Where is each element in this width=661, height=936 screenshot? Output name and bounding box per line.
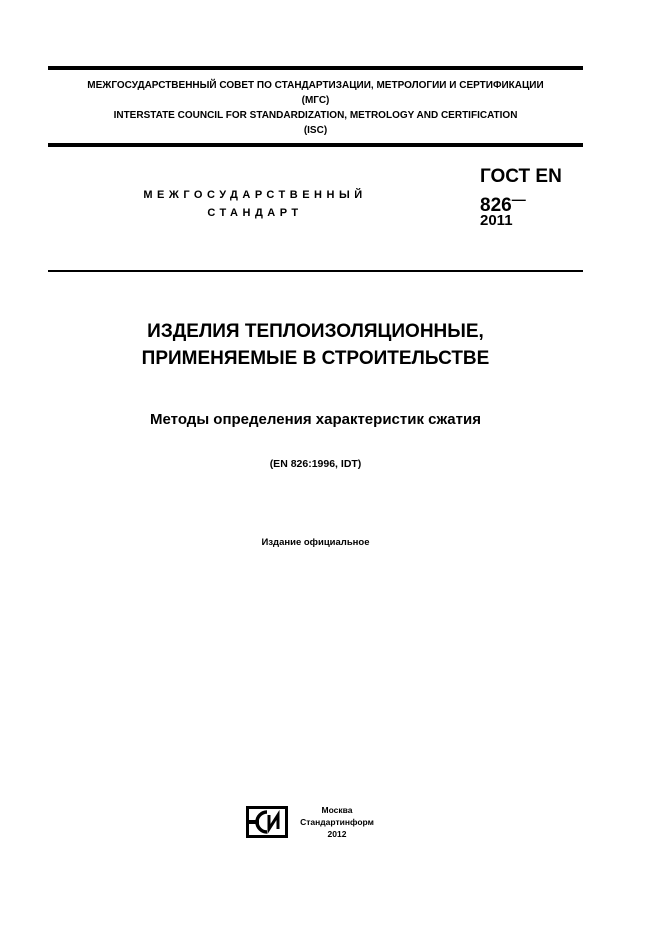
- publisher-block: [294, 804, 380, 840]
- council-abbr-ru: (МГС): [301, 95, 330, 106]
- publisher-city: Москва: [321, 805, 353, 815]
- edition-note: Издание официальное: [261, 537, 370, 548]
- publisher-name: Стандартинформ: [300, 817, 374, 827]
- standard-type-line2: СТАНДАРТ: [207, 207, 303, 219]
- standard-type-label: [120, 186, 390, 222]
- standard-type-line1: МЕЖГОСУДАРСТВЕННЫЙ: [143, 189, 367, 201]
- standard-number-line2: 826: [480, 195, 512, 216]
- council-header: [48, 78, 583, 138]
- en-reference: (EN 826:1996, IDT): [269, 458, 362, 470]
- council-name-en: INTERSTATE COUNCIL FOR STANDARDIZATION, METROLOGY AND CERTIFICATION: [113, 110, 518, 121]
- standard-number-dash: —: [511, 191, 526, 207]
- council-abbr-en: (ISC): [303, 125, 328, 136]
- header-bottom-rule: [48, 143, 583, 147]
- document-title: [48, 318, 583, 372]
- document-title-line1: ИЗДЕЛИЯ ТЕПЛОИЗОЛЯЦИОННЫЕ,: [147, 321, 484, 342]
- standard-block-rule: [48, 270, 583, 272]
- council-name-ru: МЕЖГОСУДАРСТВЕННЫЙ СОВЕТ ПО СТАНДАРТИЗАЦИИ, МЕТРОЛОГИИ И СЕРТИФИКАЦИИ: [87, 80, 544, 91]
- standard-year: 2011: [480, 212, 513, 229]
- document-subtitle: Методы определения характеристик сжатия: [150, 411, 481, 428]
- standard-number-line1: ГОСТ EN: [480, 166, 562, 187]
- standard-number: [480, 166, 562, 217]
- top-rule: [48, 66, 583, 70]
- standartinform-logo-icon: [246, 806, 288, 838]
- document-title-line2: ПРИМЕНЯЕМЫЕ В СТРОИТЕЛЬСТВЕ: [141, 348, 490, 369]
- publisher-year: 2012: [327, 829, 347, 839]
